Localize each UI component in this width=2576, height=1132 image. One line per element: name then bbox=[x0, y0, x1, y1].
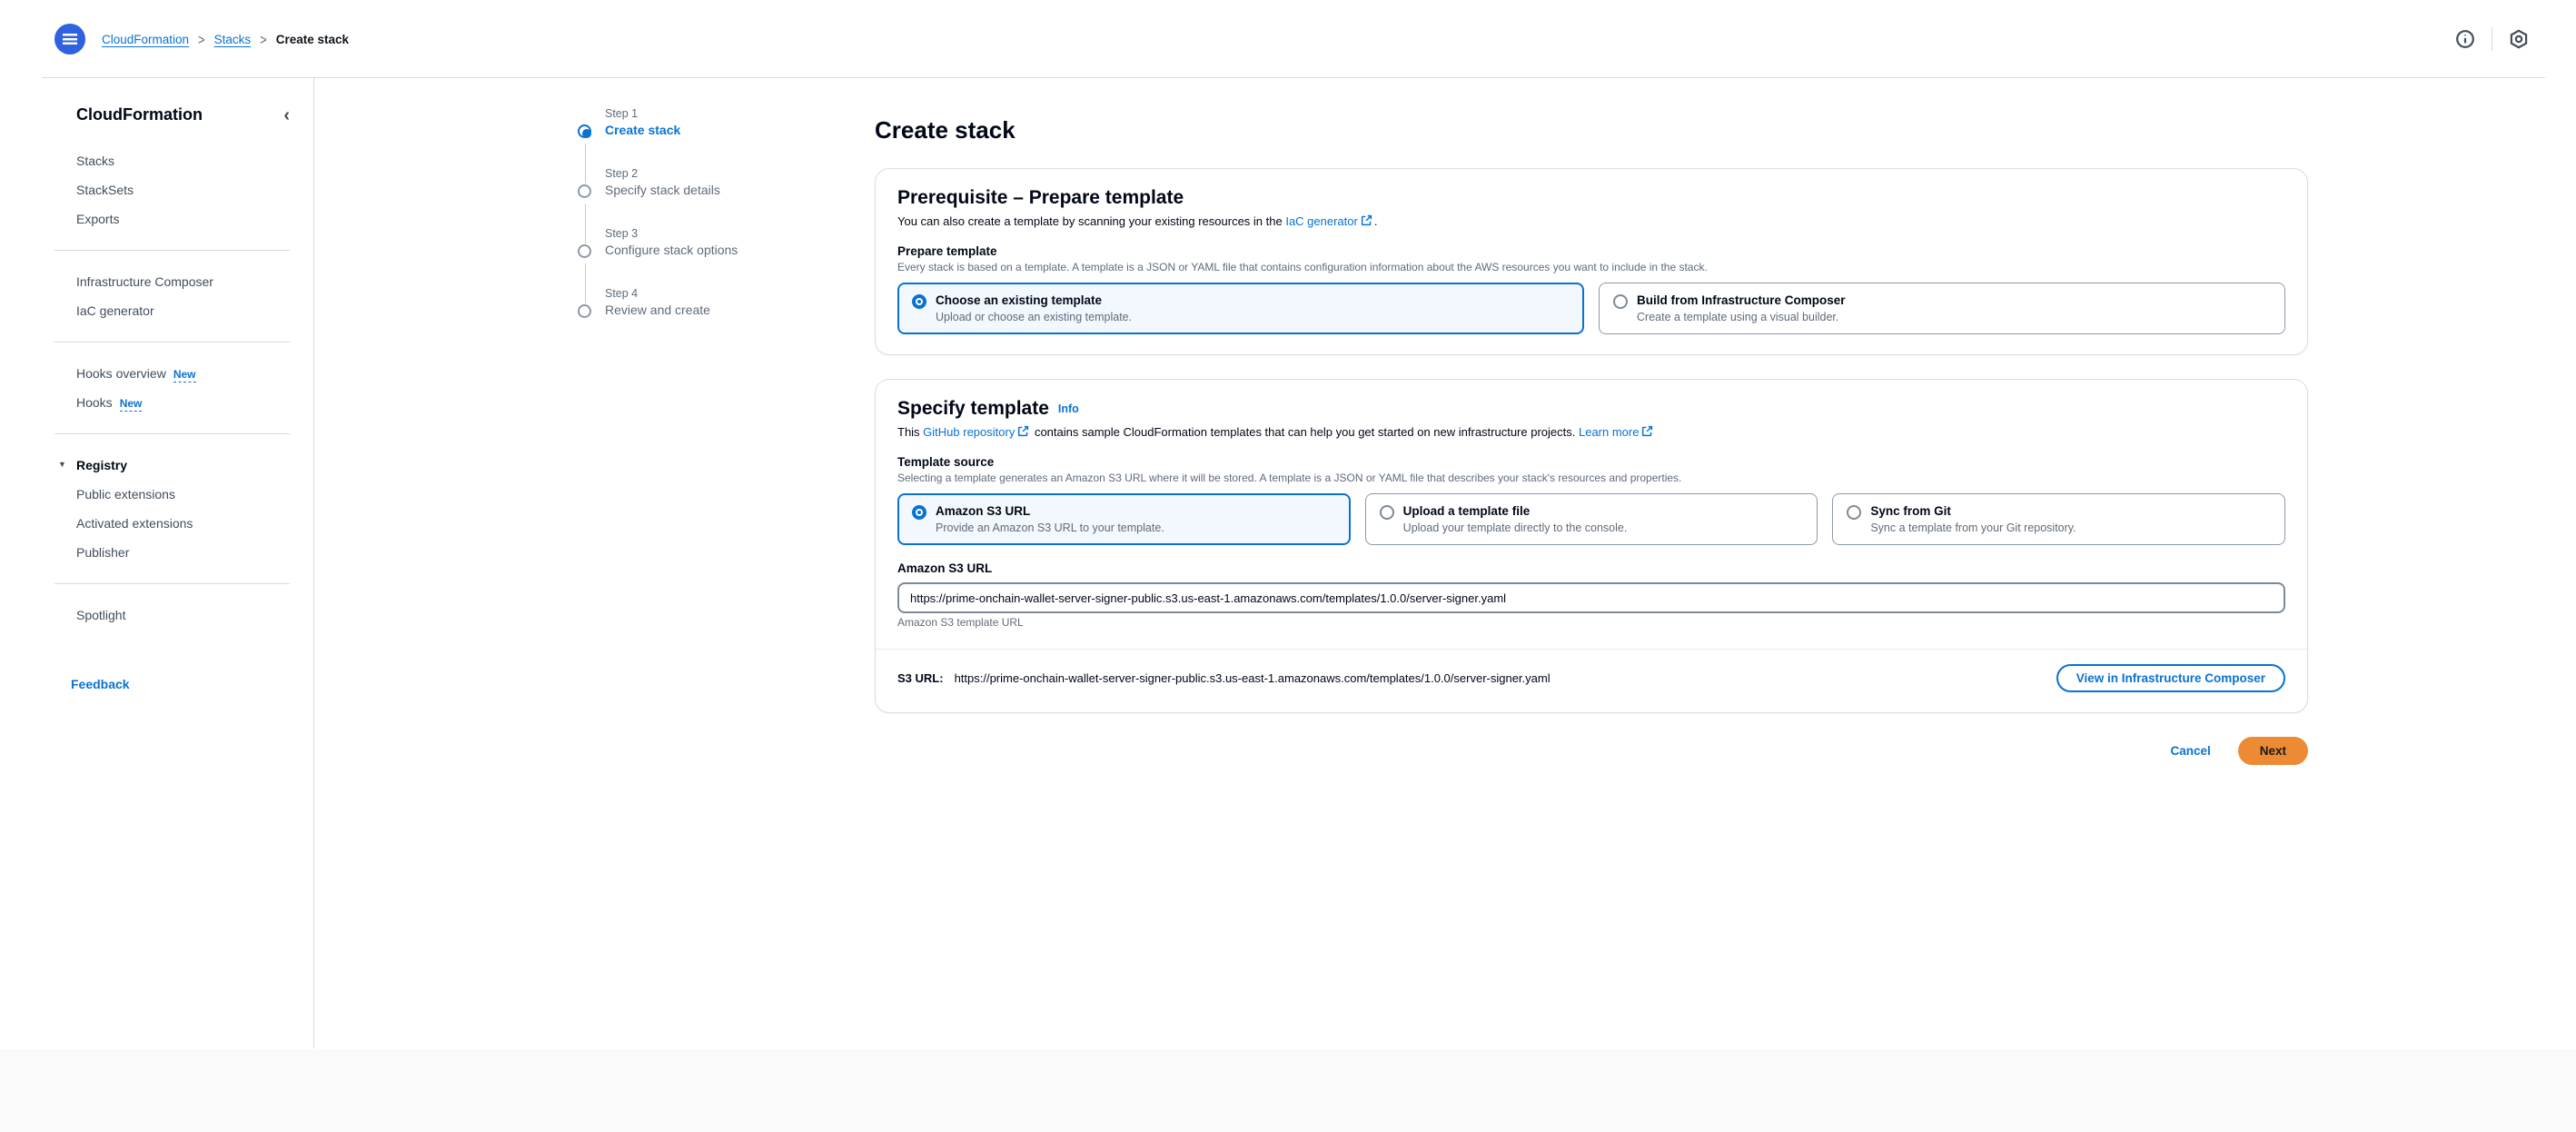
s3-url-summary-label: S3 URL: bbox=[897, 671, 944, 685]
breadcrumb bbox=[102, 33, 349, 46]
prepare-template-options bbox=[897, 283, 2285, 334]
sidebar bbox=[0, 78, 314, 1048]
sidebar-item-label: Hooks bbox=[76, 395, 113, 410]
panel-footer bbox=[897, 650, 2285, 692]
breadcrumb-cloudformation-link[interactable]: CloudFormation bbox=[102, 32, 190, 46]
step-label: Review and create bbox=[605, 303, 710, 317]
wizard-steps bbox=[578, 107, 850, 347]
option-label: Upload a template file bbox=[1402, 504, 1531, 518]
option-description: Upload or choose an existing template. bbox=[936, 311, 1133, 323]
feedback-link[interactable]: Feedback bbox=[71, 677, 130, 691]
view-in-infrastructure-composer-button[interactable]: View in Infrastructure Composer bbox=[2056, 664, 2285, 692]
wizard-step-1[interactable] bbox=[578, 107, 850, 167]
sidebar-item-activated-extensions[interactable]: Activated extensions bbox=[76, 516, 193, 531]
chevron-left-icon: ‹ bbox=[283, 104, 290, 125]
breadcrumb-current: Create stack bbox=[275, 32, 350, 46]
prepare-template-label: Prepare template bbox=[897, 244, 997, 258]
description-text: . bbox=[1373, 214, 1378, 228]
radio-selected-icon[interactable] bbox=[912, 294, 926, 309]
description-text: You can also create a template by scanning your existing resources in the bbox=[897, 214, 1286, 228]
sidebar-divider bbox=[54, 433, 290, 434]
option-description: Create a template using a visual builder. bbox=[1637, 311, 1839, 323]
new-badge: New bbox=[119, 397, 143, 410]
option-label: Sync from Git bbox=[1870, 504, 1951, 518]
radio-unselected-icon[interactable] bbox=[1613, 294, 1628, 309]
main-content bbox=[875, 116, 2308, 765]
external-link-icon bbox=[1361, 214, 1372, 226]
step-number: Step 3 bbox=[605, 227, 639, 240]
step-number: Step 1 bbox=[605, 107, 639, 120]
s3-url-helper-text: Amazon S3 template URL bbox=[897, 616, 1024, 629]
step-number: Step 2 bbox=[605, 167, 639, 180]
option-description: Upload your template directly to the console. bbox=[1402, 521, 1628, 534]
caret-down-icon: ▼ bbox=[58, 460, 66, 469]
sidebar-title[interactable]: CloudFormation bbox=[76, 105, 203, 124]
amazon-q-button[interactable] bbox=[2505, 25, 2532, 53]
template-source-options bbox=[897, 493, 2285, 545]
step-radio-icon bbox=[578, 244, 591, 258]
sidebar-item-stacks[interactable]: Stacks bbox=[76, 154, 115, 168]
sidebar-item-hooks[interactable] bbox=[76, 388, 290, 417]
info-button[interactable] bbox=[2452, 25, 2479, 53]
wizard-step-4[interactable] bbox=[578, 287, 850, 347]
radio-unselected-icon[interactable] bbox=[1847, 505, 1861, 520]
page-title: Create stack bbox=[875, 116, 1016, 144]
option-description: Sync a template from your Git repository. bbox=[1870, 521, 2076, 534]
external-link-icon bbox=[1641, 425, 1653, 437]
topbar bbox=[0, 0, 2576, 78]
sidebar-section-label: Registry bbox=[76, 458, 128, 472]
cancel-button[interactable]: Cancel bbox=[2170, 744, 2211, 758]
option-description: Provide an Amazon S3 URL to your template. bbox=[936, 521, 1164, 534]
option-label: Build from Infrastructure Composer bbox=[1637, 293, 1846, 307]
hamburger-menu-icon bbox=[63, 34, 77, 45]
sidebar-divider bbox=[54, 342, 290, 343]
s3-url-field-label: Amazon S3 URL bbox=[897, 561, 993, 575]
next-button[interactable]: Next bbox=[2238, 737, 2308, 765]
specify-template-description bbox=[897, 425, 2285, 439]
info-link[interactable]: Info bbox=[1057, 402, 1079, 415]
prepare-template-description: Every stack is based on a template. A template is a JSON or YAML file that contains configuration information about the AWS resources you want to include in the stack. bbox=[897, 261, 1708, 273]
wizard-step-2[interactable] bbox=[578, 167, 850, 227]
sidebar-divider bbox=[54, 583, 290, 584]
sidebar-item-publisher[interactable]: Publisher bbox=[76, 545, 130, 560]
sidebar-item-public-extensions[interactable]: Public extensions bbox=[76, 487, 175, 501]
option-choose-existing-template[interactable] bbox=[897, 283, 1584, 334]
radio-selected-icon[interactable] bbox=[912, 505, 926, 520]
page-bottom-area bbox=[0, 1049, 2576, 1132]
breadcrumb-separator-icon: > bbox=[198, 31, 205, 47]
prerequisite-heading: Prerequisite – Prepare template bbox=[897, 187, 1184, 208]
sidebar-item-iac-generator[interactable]: IaC generator bbox=[76, 303, 154, 318]
option-label: Amazon S3 URL bbox=[936, 504, 1031, 518]
breadcrumb-stacks-link[interactable]: Stacks bbox=[213, 32, 252, 46]
sidebar-item-stacksets[interactable]: StackSets bbox=[76, 183, 134, 197]
hamburger-menu-button[interactable] bbox=[54, 24, 85, 55]
step-radio-icon bbox=[578, 184, 591, 198]
iac-generator-link[interactable]: IaC generator bbox=[1285, 214, 1358, 228]
specify-template-heading bbox=[897, 398, 2285, 420]
description-text: contains sample CloudFormation templates that can help you get started on new infrastructure projects. bbox=[1031, 425, 1579, 439]
step-label: Specify stack details bbox=[605, 183, 720, 197]
option-upload-template-file[interactable] bbox=[1365, 493, 1818, 545]
step-label: Configure stack options bbox=[605, 243, 738, 257]
s3-url-input[interactable] bbox=[897, 582, 2285, 613]
breadcrumb-separator-icon: > bbox=[260, 31, 267, 47]
sidebar-item-exports[interactable]: Exports bbox=[76, 212, 120, 226]
option-build-from-infrastructure-composer[interactable] bbox=[1599, 283, 2285, 334]
sidebar-item-label: Hooks overview bbox=[76, 366, 166, 381]
sidebar-item-infrastructure-composer[interactable]: Infrastructure Composer bbox=[76, 274, 213, 289]
wizard-step-3[interactable] bbox=[578, 227, 850, 287]
specify-template-panel bbox=[875, 379, 2308, 713]
step-radio-icon bbox=[578, 304, 591, 318]
sidebar-item-hooks-overview[interactable] bbox=[76, 359, 290, 388]
template-source-label: Template source bbox=[897, 455, 995, 469]
new-badge: New bbox=[173, 368, 196, 381]
prerequisite-panel bbox=[875, 168, 2308, 355]
option-label: Choose an existing template bbox=[936, 293, 1103, 307]
sidebar-item-spotlight[interactable]: Spotlight bbox=[76, 608, 126, 622]
info-icon bbox=[2455, 29, 2475, 49]
option-sync-from-git[interactable] bbox=[1832, 493, 2285, 545]
step-label: Create stack bbox=[605, 123, 681, 137]
learn-more-link[interactable]: Learn more bbox=[1578, 425, 1640, 439]
step-number: Step 4 bbox=[605, 287, 639, 300]
step-radio-icon bbox=[578, 124, 591, 138]
sidebar-divider bbox=[54, 250, 290, 251]
option-amazon-s3-url[interactable] bbox=[897, 493, 1351, 545]
sidebar-section-registry[interactable] bbox=[58, 451, 290, 480]
external-link-icon bbox=[1017, 425, 1029, 437]
description-text: This bbox=[897, 425, 924, 439]
s3-url-summary bbox=[897, 671, 1551, 685]
github-repository-link[interactable]: GitHub repository bbox=[923, 425, 1016, 439]
template-source-description: Selecting a template generates an Amazon S3 URL where it will be stored. A template is a JSON or YAML file that describes your stack's resources and properties. bbox=[897, 472, 1682, 484]
amazon-q-icon bbox=[2509, 29, 2529, 49]
radio-unselected-icon[interactable] bbox=[1380, 505, 1394, 520]
s3-url-summary-value: https://prime-onchain-wallet-server-signer-public.s3.us-east-1.amazonaws.com/templates/1.0.0/server-signer.yaml bbox=[954, 671, 1551, 685]
sidebar-collapse-button[interactable] bbox=[283, 106, 290, 124]
wizard-actions bbox=[875, 737, 2308, 765]
heading-text: Specify template bbox=[897, 398, 1049, 419]
prerequisite-description bbox=[897, 214, 2285, 228]
